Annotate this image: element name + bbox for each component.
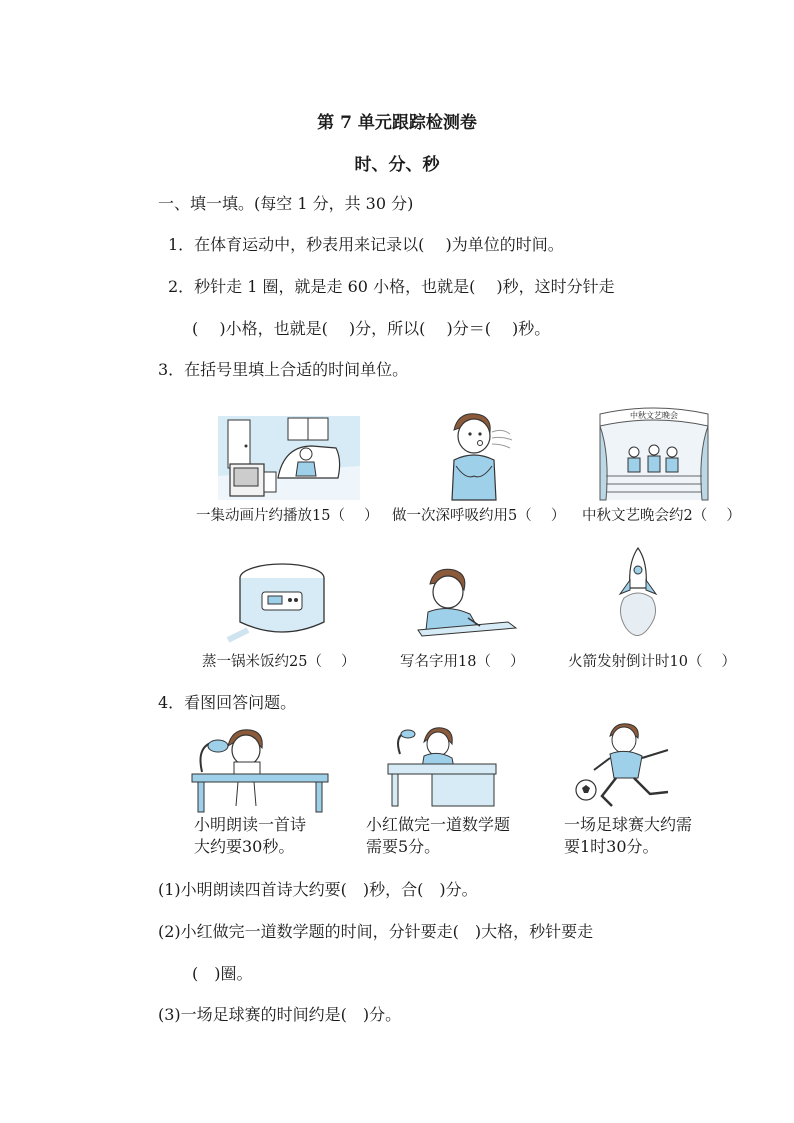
stage-show-icon: [600, 404, 708, 500]
stage-banner-text: 中秋文艺晚会: [630, 411, 678, 420]
page-title: 第 7 单元跟踪检测卷: [317, 113, 477, 133]
rocket-icon: [614, 548, 662, 644]
q3-caption-2: 做一次深呼吸约用5（ ）: [392, 508, 566, 524]
question-4: 4．看图回答问题。: [158, 693, 297, 712]
q3-caption-5: 写名字用18（ ）: [400, 654, 525, 670]
question-1: 1．在体育运动中，秒表用来记录以( )为单位的时间。: [168, 235, 564, 254]
tv-room-icon: [218, 416, 360, 500]
q4-caption-1: 小明朗读一首诗大约要30秒。: [194, 815, 307, 856]
breathing-boy-icon: [440, 410, 512, 502]
question-2-line-1: 2．秒针走 1 圈，就是走 60 小格，也就是( )秒，这时分针走: [168, 277, 615, 296]
question-4-part-3: (3)一场足球赛的时间约是( )分。: [158, 1005, 402, 1024]
studying-girl-icon: [384, 724, 500, 808]
question-4-part-2-line-2: ( )圈。: [192, 964, 253, 983]
q3-caption-3: 中秋文艺晚会约2（ ）: [582, 508, 741, 524]
reading-boy-icon: [192, 726, 328, 812]
question-3: 3．在括号里填上合适的时间单位。: [158, 360, 409, 379]
rice-cooker-icon: [228, 560, 332, 646]
q4-caption-3: 一场足球赛大约需要1时30分。: [564, 815, 693, 856]
q3-caption-6: 火箭发射倒计时10（ ）: [568, 654, 737, 670]
page-subtitle: 时、分、秒: [354, 155, 440, 175]
soccer-boy-icon: [572, 722, 684, 812]
writing-boy-icon: [408, 566, 518, 638]
question-2-line-2: ( )小格，也就是( )分，所以( )分＝( )秒。: [192, 319, 551, 338]
section-heading: 一、填一填。(每空 1 分，共 30 分): [158, 194, 414, 213]
q3-caption-4: 蒸一锅米饭约25（ ）: [202, 654, 356, 670]
q4-caption-2: 小红做完一道数学题需要5分。: [366, 815, 511, 856]
question-4-part-1: (1)小明朗读四首诗大约要( )秒，合( )分。: [158, 880, 478, 899]
q3-caption-1: 一集动画片约播放15（ ）: [196, 508, 379, 524]
question-4-part-2-line-1: (2)小红做完一道数学题的时间，分针要走( )大格，秒针要走: [158, 922, 594, 941]
